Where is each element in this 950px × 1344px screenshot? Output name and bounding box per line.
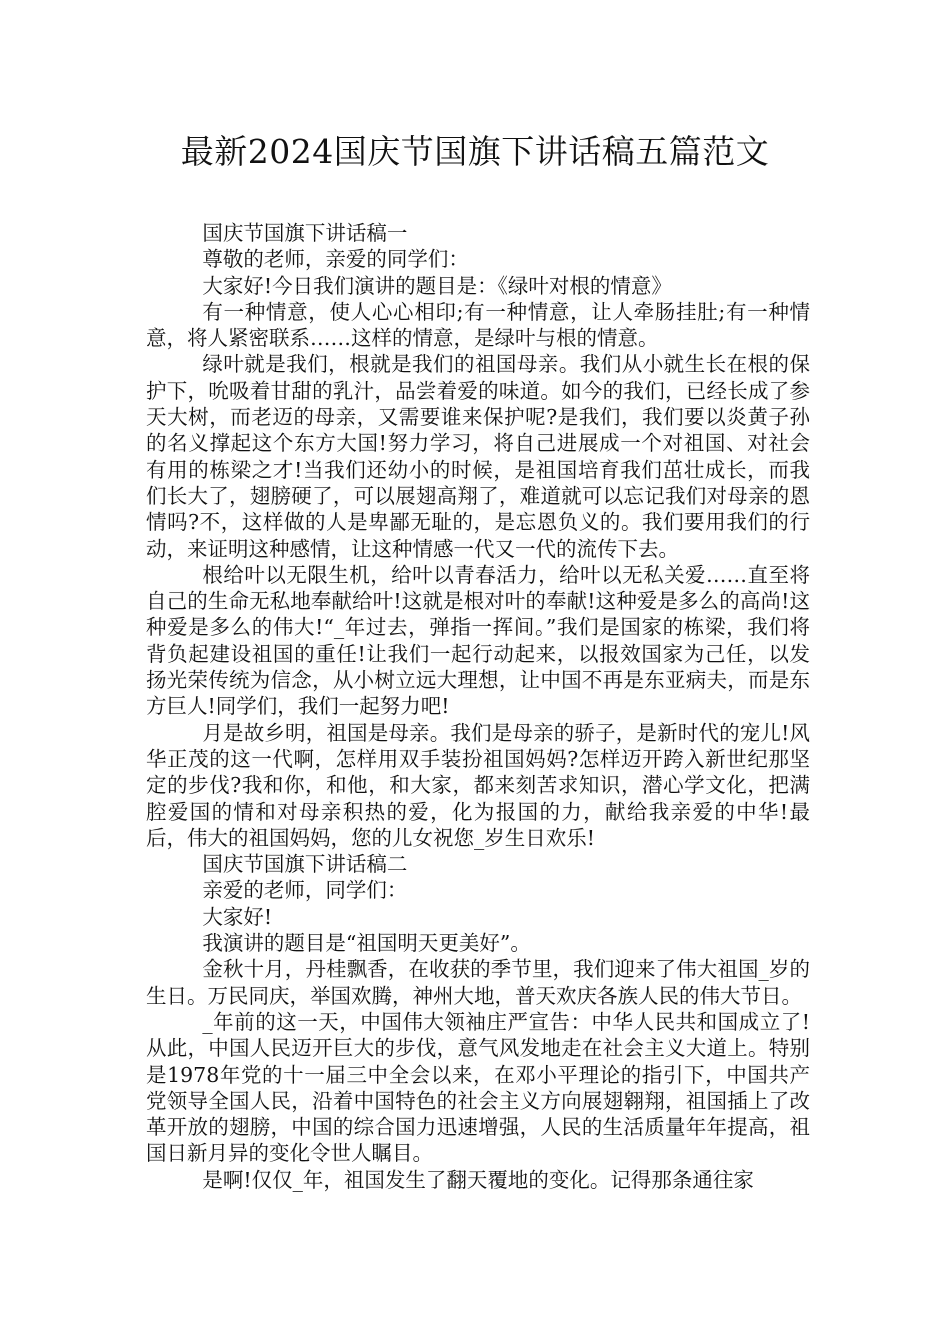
body-paragraph: _年前的这一天，中国伟大领袖庄严宣告：中华人民共和国成立了!从此，中国人民迈开巨大的步伐，意气风发地走在社会主义大道上。特别是1978年党的十一届三中全会以来，在邓小平理论的指引下，中国共产党领导全国人民，沿着中国特色的社会主义方向展翅翱翔，祖国插上了改革开放的翅膀，中国的综合国力迅速增强，人民的生活质量年年提高，祖国日新月异的变化令世人瞩目。 bbox=[146, 1009, 810, 1166]
greeting: 大家好!今日我们演讲的题目是：《绿叶对根的情意》 bbox=[202, 273, 672, 298]
body-paragraph: 有一种情意，使人心心相印;有一种情意，让人牵肠挂肚;有一种情意，将人紧密联系……这样的情意，是绿叶与根的情意。 bbox=[146, 299, 810, 351]
greeting: 大家好! bbox=[202, 904, 273, 929]
body-paragraph: 金秋十月，丹桂飘香，在收获的季节里，我们迎来了伟大祖国_岁的生日。万民同庆，举国欢腾，神州大地，普天欢庆各族人民的伟大节日。 bbox=[146, 957, 810, 1008]
body-paragraph: 根给叶以无限生机，给叶以青春活力，给叶以无私关爱……直至将自己的生命无私地奉献给叶!这就是根对叶的奉献!这种爱是多么的高尚!这种爱是多么的伟大!“_年过去，弹指一挥间。”我们是国家的栋梁，我们将背负起建设祖国的重任!让我们一起行动起来，以报效国家为己任，以发扬光荣传统为信念，从小树立远大理想，让中国不再是东亚病夫，而是东方巨人!同学们，我们一起努力吧! bbox=[146, 562, 810, 719]
section-heading: 国庆节国旗下讲话稿二 bbox=[202, 852, 408, 877]
speech-topic: 我演讲的题目是“祖国明天更美好”。 bbox=[202, 931, 531, 956]
salutation: 尊敬的老师，亲爱的同学们： bbox=[202, 247, 469, 272]
salutation: 亲爱的老师，同学们： bbox=[202, 878, 408, 903]
section-heading: 国庆节国旗下讲话稿一 bbox=[202, 221, 408, 245]
body-paragraph: 绿叶就是我们，根就是我们的祖国母亲。我们从小就生长在根的保护下，吮吸着甘甜的乳汁，品尝着爱的味道。如今的我们，已经长成了参天大树，而老迈的母亲，又需要谁来保护呢?是我们，我们要以炎黄子孙的名义撑起这个东方大国!努力学习，将自己进展成一个对祖国、对社会有用的栋梁之才!当我们还幼小的时候，是祖国培育我们茁壮成长，而我们长大了，翅膀硬了，可以展翅高翔了，难道就可以忘记我们对母亲的恩情吗?不，这样做的人是卑鄙无耻的，是忘恩负义的。我们要用我们的行动，来证明这种感情，让这种情感一代又一代的流传下去。 bbox=[146, 352, 810, 561]
document-body bbox=[146, 220, 810, 1193]
body-paragraph: 月是故乡明，祖国是母亲。我们是母亲的骄子，是新时代的宠儿!风华正茂的这一代啊，怎样用双手装扮祖国妈妈?怎样迈开跨入新世纪那坚定的步伐?我和你，和他，和大家，都来刻苦求知识，潜心学文化，把满腔爱国的情和对母亲积热的爱，化为报国的力，献给我亲爱的中华!最后，伟大的祖国妈妈，您的儿女祝您_岁生日欢乐! bbox=[146, 720, 810, 850]
document-title: 最新2024国庆节国旗下讲话稿五篇范文 bbox=[180, 132, 770, 171]
body-paragraph: 是啊!仅仅_年，祖国发生了翻天覆地的变化。记得那条通往家 bbox=[202, 1167, 754, 1192]
